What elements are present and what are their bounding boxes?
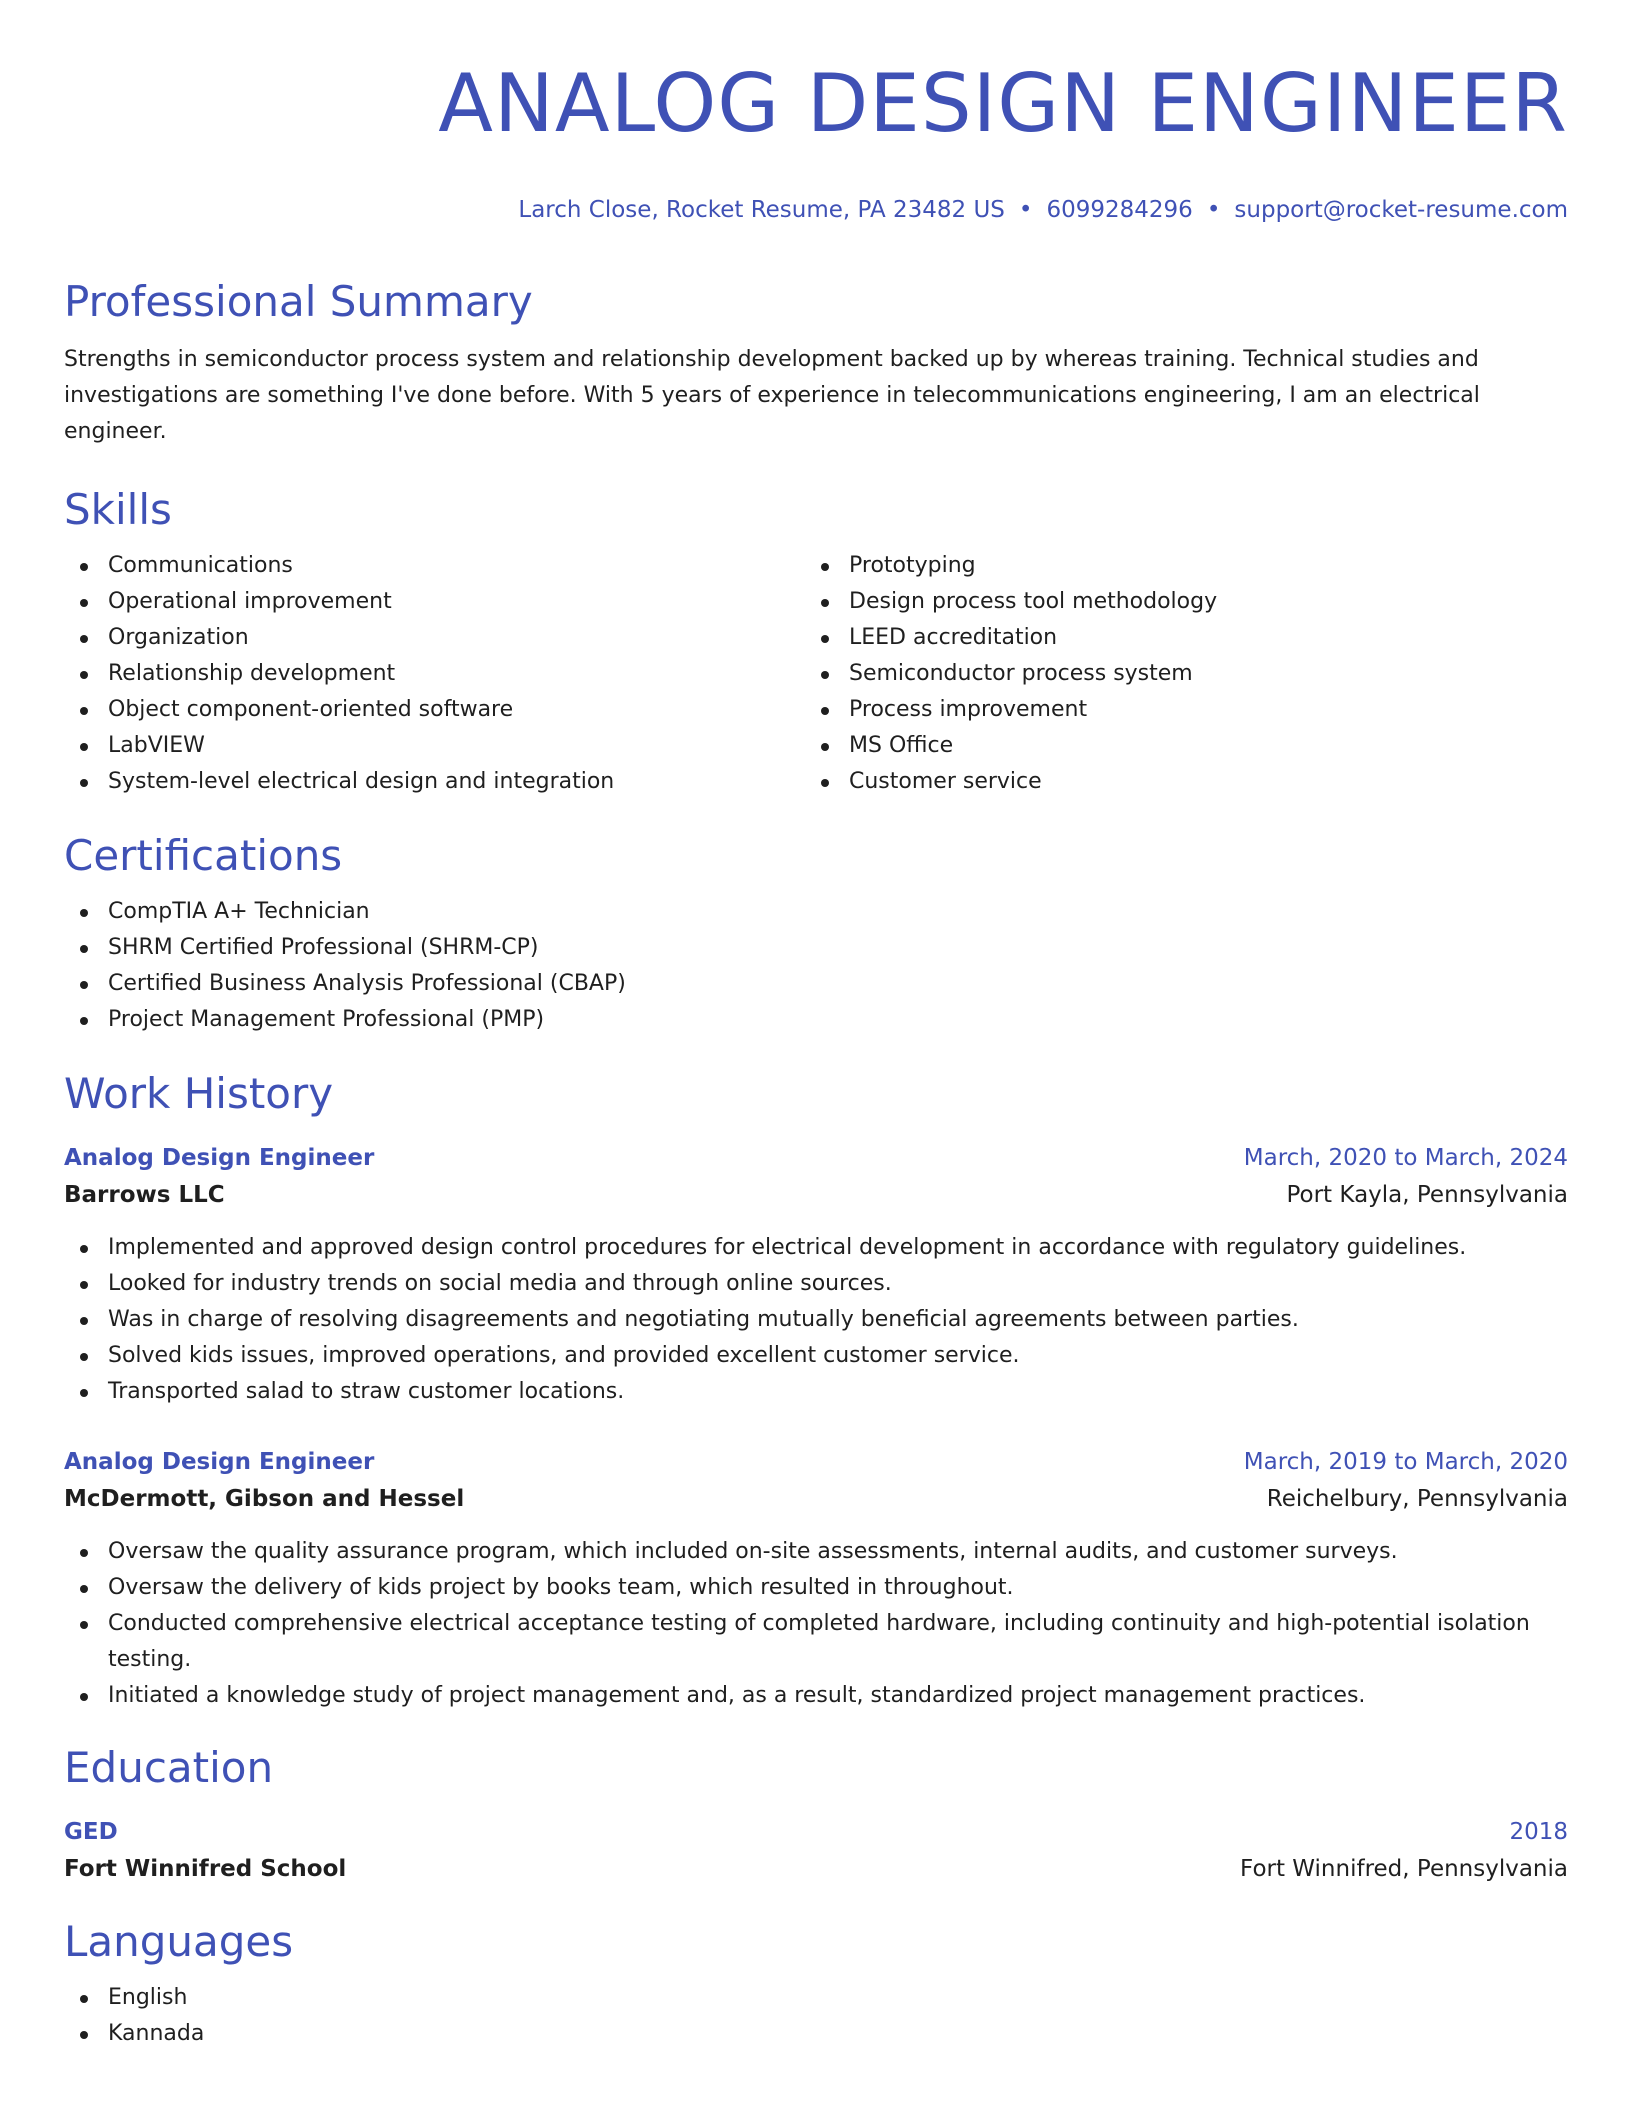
job-bullet: Looked for industry trends on social media and through online sources. bbox=[64, 1266, 1568, 1302]
certification-item: Project Management Professional (PMP) bbox=[64, 1002, 1568, 1038]
job-location: Port Kayla, Pennsylvania bbox=[1286, 1182, 1568, 1208]
job-company-row bbox=[64, 1480, 1568, 1518]
skills-column-right bbox=[805, 548, 1546, 800]
job-bullet: Solved kids issues, improved operations, and provided excellent customer service. bbox=[64, 1338, 1568, 1374]
skill-item: Semiconductor process system bbox=[805, 656, 1546, 692]
certification-item: CompTIA A+ Technician bbox=[64, 894, 1568, 930]
skills-grid bbox=[64, 548, 1568, 800]
education-school-row bbox=[64, 1850, 1568, 1888]
contact-address: Larch Close, Rocket Resume, PA 23482 US bbox=[518, 197, 1005, 223]
certification-item: Certified Business Analysis Professional (CBAP) bbox=[64, 966, 1568, 1002]
languages-list bbox=[64, 1980, 1568, 2052]
job-company-row bbox=[64, 1176, 1568, 1214]
job-header-row bbox=[64, 1444, 1568, 1480]
certifications-heading: Certifications bbox=[64, 831, 343, 880]
job-bullet: Implemented and approved design control procedures for electrical development in accordance with regulatory guidelines. bbox=[64, 1230, 1568, 1266]
education-header-row bbox=[64, 1814, 1568, 1850]
summary-heading: Professional Summary bbox=[64, 277, 533, 326]
skill-item: Operational improvement bbox=[64, 584, 805, 620]
skill-item: LEED accreditation bbox=[805, 620, 1546, 656]
job-bullet: Initiated a knowledge study of project management and, as a result, standardized project management practices. bbox=[64, 1678, 1568, 1714]
job-dates: March, 2019 to March, 2020 bbox=[1243, 1449, 1568, 1475]
skill-item: Customer service bbox=[805, 764, 1546, 800]
job-bullet-list bbox=[64, 1534, 1568, 1714]
education-school: Fort Winnifred School bbox=[64, 1856, 347, 1882]
resume-title: ANALOG DESIGN ENGINEER bbox=[438, 57, 1568, 150]
contact-email: support@rocket-resume.com bbox=[1234, 197, 1568, 223]
job-bullet: Oversaw the quality assurance program, which included on-site assessments, internal audits, and customer surveys. bbox=[64, 1534, 1568, 1570]
contact-phone: 6099284296 bbox=[1046, 197, 1193, 223]
contact-separator: • bbox=[1018, 197, 1033, 223]
education-year: 2018 bbox=[1509, 1819, 1568, 1845]
skill-item: System-level electrical design and integration bbox=[64, 764, 805, 800]
language-item: English bbox=[64, 1980, 1568, 2016]
education-degree: GED bbox=[64, 1819, 118, 1845]
skill-item: Organization bbox=[64, 620, 805, 656]
language-item: Kannada bbox=[64, 2016, 1568, 2052]
job-location: Reichelbury, Pennsylvania bbox=[1266, 1486, 1568, 1512]
skill-item: Prototyping bbox=[805, 548, 1546, 584]
education-heading: Education bbox=[64, 1743, 274, 1792]
certifications-list bbox=[64, 894, 1568, 1038]
skills-list-left bbox=[64, 548, 805, 800]
education-entry bbox=[64, 1814, 1568, 1888]
job-bullet: Was in charge of resolving disagreements and negotiating mutually beneficial agreements between parties. bbox=[64, 1302, 1568, 1338]
skills-list-right bbox=[805, 548, 1546, 800]
education-location: Fort Winnifred, Pennsylvania bbox=[1240, 1856, 1568, 1882]
contact-line bbox=[64, 194, 1568, 226]
skill-item: Relationship development bbox=[64, 656, 805, 692]
job-bullet: Oversaw the delivery of kids project by books team, which resulted in throughout. bbox=[64, 1570, 1568, 1606]
job-title: Analog Design Engineer bbox=[64, 1145, 375, 1171]
skills-column-left bbox=[64, 548, 805, 800]
work-history-heading: Work History bbox=[64, 1069, 334, 1118]
job-header-row bbox=[64, 1140, 1568, 1176]
job-dates: March, 2020 to March, 2024 bbox=[1243, 1145, 1568, 1171]
skill-item: Design process tool methodology bbox=[805, 584, 1546, 620]
skill-item: Object component-oriented software bbox=[64, 692, 805, 728]
skill-item: MS Office bbox=[805, 728, 1546, 764]
languages-heading: Languages bbox=[64, 1917, 294, 1966]
job-title: Analog Design Engineer bbox=[64, 1449, 375, 1475]
job-company: Barrows LLC bbox=[64, 1182, 225, 1208]
skill-item: LabVIEW bbox=[64, 728, 805, 764]
skill-item: Communications bbox=[64, 548, 805, 584]
certification-item: SHRM Certified Professional (SHRM-CP) bbox=[64, 930, 1568, 966]
skills-heading: Skills bbox=[64, 485, 172, 534]
job-entry bbox=[64, 1140, 1568, 1410]
summary-text: Strengths in semiconductor process system and relationship development backed up by whereas training. Technical studies and investigations are something I've done before. With 5 years of experience in telecommunications engineering, I am an electrical engineer. bbox=[64, 347, 1480, 444]
contact-separator: • bbox=[1206, 197, 1221, 223]
job-company: McDermott, Gibson and Hessel bbox=[64, 1486, 465, 1512]
job-bullet-list bbox=[64, 1230, 1568, 1410]
job-bullet: Conducted comprehensive electrical acceptance testing of completed hardware, including continuity and high-potential isolation testing. bbox=[64, 1606, 1568, 1678]
skill-item: Process improvement bbox=[805, 692, 1546, 728]
job-entry bbox=[64, 1444, 1568, 1714]
job-bullet: Transported salad to straw customer locations. bbox=[64, 1374, 1568, 1410]
